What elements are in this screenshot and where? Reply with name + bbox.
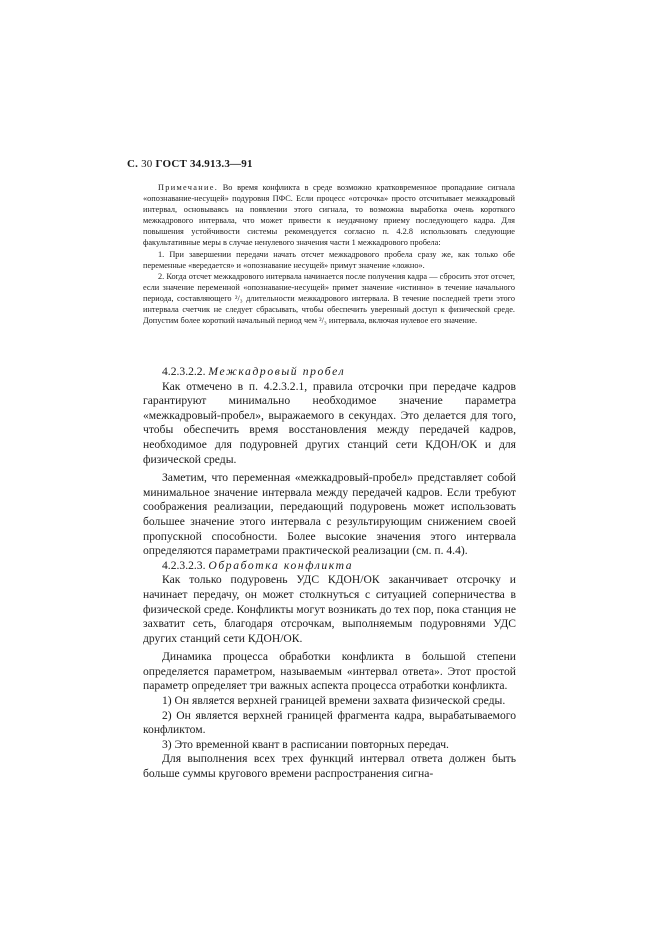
page-number: 30 (141, 158, 153, 170)
section-title: Межкадровый пробел (208, 365, 346, 378)
note-label: Примечание. (158, 183, 219, 192)
paragraph: Как только подуровень УДС КДОН/ОК заканчивает отсрочку и начинает передачу, он может столкнуться с ситуацией соперничества в физической среде. Конфликты могут возникать до тех пор, пока станция не захватит сеть, благодаря отсрочкам, выполняемым подуровнями УДС других станций сети КДОН/ОК. (143, 573, 516, 645)
note-item-1: 1. При завершении передачи начать отсчет межкадрового пробела сразу же, как только обе переменные «вередается» и «опознавание несущей» примут значение «ложно». (143, 249, 515, 270)
page-prefix: С. (127, 158, 139, 170)
note-item-2: 2. Когда отсчет межкадрового интервала начинается после получения кадра — сбросить этот отсчет, если значение переменной «опознавание-несущей» примет значение «истинно» в течение начального периода, составляющего ²/₃ длительности межкадрового интервала. В течение последней трети этого интервала счетчик не следует сбрасывать, чтобы обеспечить уверенный доступ к физической среде. Допустим более короткий начальный период чем ²/₃ интервала, включая нулевое его значение. (143, 271, 515, 326)
note-intro (143, 182, 515, 249)
section-number: 4.2.3.2.3. (162, 558, 206, 572)
paragraph: Как отмечено в п. 4.2.3.2.1, правила отсрочки при передаче кадров гарантируют минимально необходимое значение параметра «межкадровый-пробел», выражаемого в секундах. Это делается для того, чтобы обеспечить время восстановления между передачей кадров, необходимое для подуровней других станций сети КДОН/ОК и для физической среды. (143, 379, 516, 466)
paragraph: Динамика процесса обработки конфликта в большой степени определяется параметром, называемым «интервал ответа». Этот простой параметр определяет три важных аспекта процесса отработки конфликта. (143, 650, 516, 693)
paragraph: Для выполнения всех трех функций интервал ответа должен быть больше суммы кругового времени распространения сигна- (143, 752, 516, 781)
page-header (127, 158, 253, 170)
note-block (143, 182, 515, 326)
list-item: 2) Он является верхней границей фрагмента кадра, вырабатываемого конфликтом. (143, 708, 516, 737)
section-title: Обработка конфликта (208, 558, 354, 572)
list-item: 1) Он является верхней границей времени захвата физической среды. (162, 694, 506, 708)
section-heading-interframe-gap (143, 365, 516, 380)
section-heading-collision-handling (143, 559, 516, 574)
list-item: 3) Это временной квант в расписании повторных передач. (162, 737, 449, 751)
note-intro-text: Во время конфликта в среде возможно кратковременное пропадание сигнала «опознавание-несущей» подуровня ПФС. Если процесс «отсрочка» просто отсчитывает межкадровый интервал, основываясь на появлении этого сигнала, то возможна выработка очень короткого межкадрового интервала, что может привести к неудачному приему последующего кадра. Для повышения устойчивости системы рекомендуется согласно п. 4.2.8 использовать следующие факультативные меры в случае ненулевого значения части 1 межкадрового пробела: (143, 183, 515, 248)
paragraph: Заметим, что переменная «межкадровый-пробел» представляет собой минимальное значение интервала между передачей кадров. Если требуют соображения реализации, передающий подуровень может использовать большее значение этого интервала с результирующим снижением своей пропускной способности. Более высокие значения этого интервала определяются параметрами практической реализации (см. п. 4.4). (143, 471, 516, 558)
standard-code: ГОСТ 34.913.3—91 (155, 158, 253, 170)
main-text (143, 365, 516, 782)
section-number: 4.2.3.2.2. (162, 365, 206, 378)
